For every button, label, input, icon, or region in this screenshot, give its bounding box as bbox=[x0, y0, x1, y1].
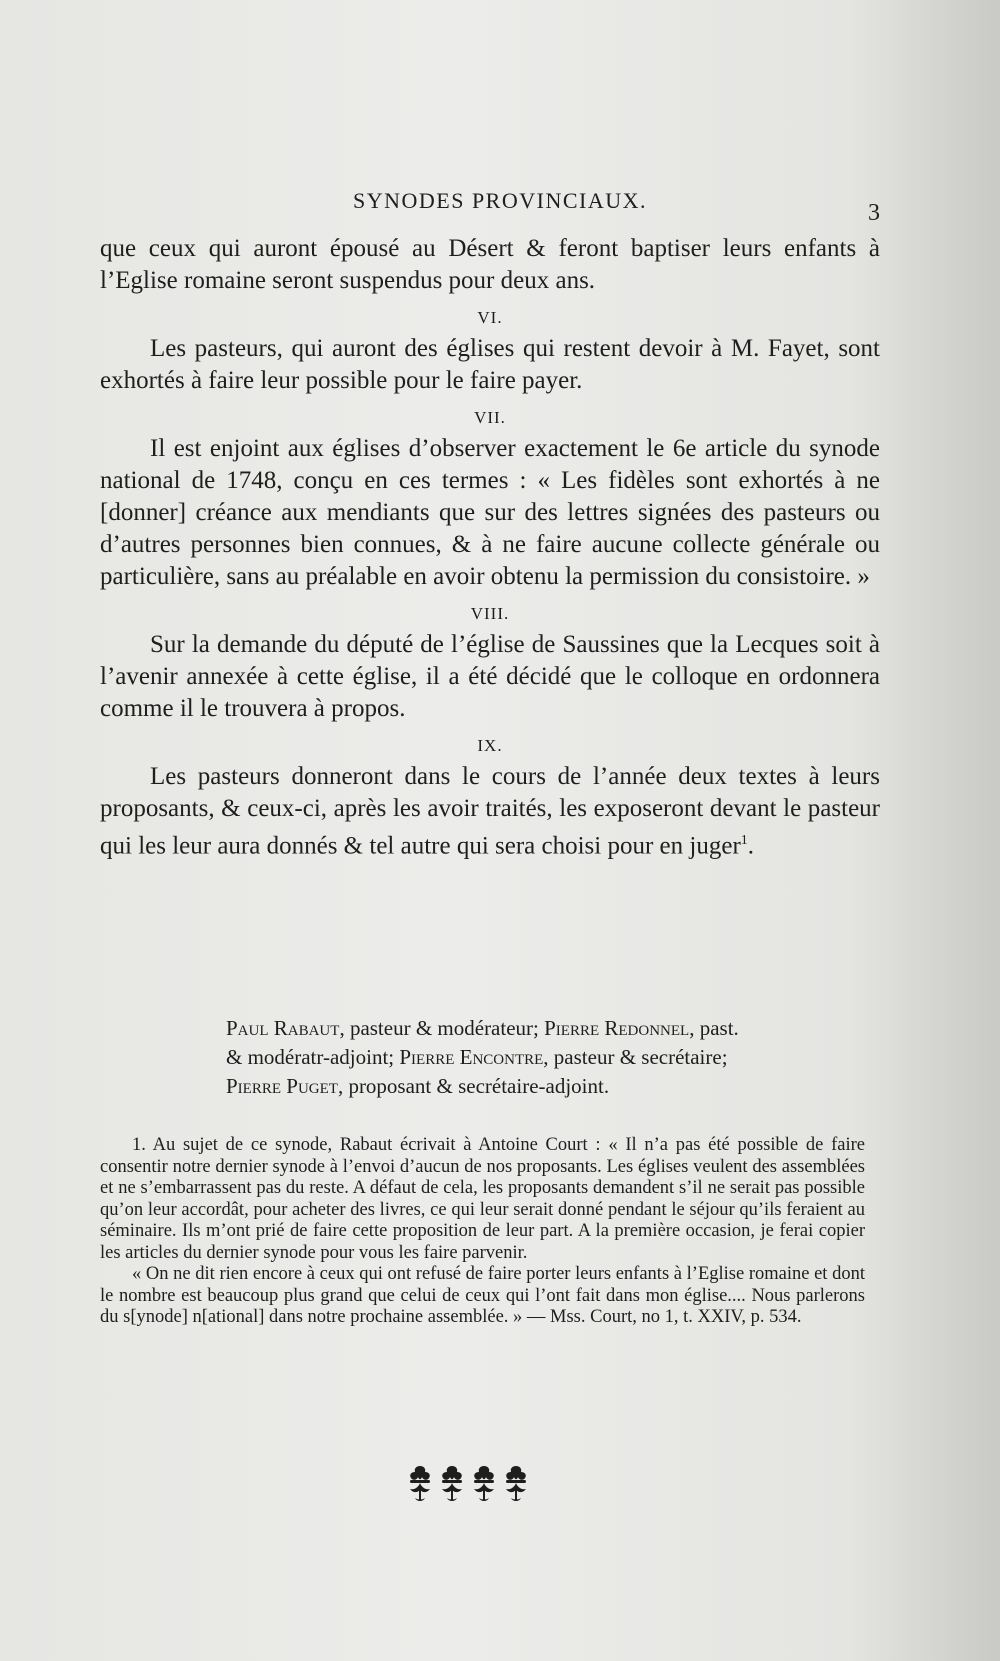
signature-line bbox=[226, 1072, 846, 1101]
signatory-role-prefix: & modératr-adjoint; bbox=[226, 1045, 400, 1069]
article-text-viii: Sur la demande du député de l’église de Saussines que la Lecques soit à l’avenir annexée à cette église, il a été décidé que le colloque en ordonnera comme il le trouvera à propos. bbox=[100, 631, 880, 722]
article-numeral-viii: VIII. bbox=[470, 604, 510, 623]
article-ix-end-punctuation: . bbox=[747, 832, 755, 860]
signatory-name: Pierre Puget bbox=[226, 1074, 338, 1098]
article-ix-paragraph bbox=[100, 761, 880, 862]
footnote-text: « On ne dit rien encore à ceux qui ont refusé de faire porter leurs enfants à l’Eglise romaine et dont le nombre est beaucoup plus grand que celui de ceux qui l’ont fait dans mon église.... Nous parlerons du s[ynode] n[ational] dans notre prochaine assemblée. » — Mss. Court, no 1, t. XXIV, p. 534. bbox=[100, 1264, 865, 1327]
footnote-text: Au sujet de ce synode, Rabaut écrivait à Antoine Court : « Il n’a pas été possible de faire consentir notre dernier synode à l’envoi d’aucun de nos proposants. Les églises veulent des assemblées et ne s’embarrassent pas du reste. A défaut de cela, les proposants demandent s’il ne serait pas possible qu’on leur accordât, pour acheter des livres, ce qui leur serait donné pendant le séjour qu’ils feraient au séminaire. Ils m’ont prié de faire cette proposition de leur part. A la première occasion, je ferai copier les articles du dernier synode pour vous les faire parvenir. bbox=[100, 1135, 865, 1263]
footnote-paragraph bbox=[100, 1264, 865, 1329]
fleuron-ornament-icon bbox=[405, 1462, 535, 1506]
page-number: 3 bbox=[868, 200, 880, 226]
signatory-role: , pasteur & modérateur; bbox=[339, 1016, 545, 1040]
signatory-role: , proposant & secrétaire-adjoint. bbox=[337, 1074, 610, 1098]
article-text-ix: Les pasteurs donneront dans le cours de l’année deux textes à leurs proposants, & ceux-ci, après les avoir traités, les exposeront devant le pasteur qui les leur aura donnés & tel autre qui sera choisi pour en juger bbox=[100, 763, 880, 860]
footnote-paragraph bbox=[100, 1135, 865, 1264]
signatory-name: Paul Rabaut bbox=[226, 1016, 340, 1040]
article-text-vi: Les pasteurs, qui auront des églises qui restent devoir à M. Fayet, sont exhortés à faire leur possible pour le faire payer. bbox=[100, 335, 880, 394]
signatory-name: Pierre Encontre bbox=[399, 1045, 544, 1069]
signature-line bbox=[226, 1043, 846, 1072]
footnote-marker: 1. bbox=[132, 1135, 146, 1155]
signature-line bbox=[226, 1014, 846, 1043]
signatory-role: , past. bbox=[689, 1016, 739, 1040]
footnotes bbox=[100, 1135, 865, 1329]
footnote-reference[interactable]: 1 bbox=[740, 833, 748, 848]
signatory-name: Pierre Redonnel bbox=[544, 1016, 690, 1040]
article-numeral-vii: VII. bbox=[474, 408, 506, 427]
signatory-role: , pasteur & secrétaire; bbox=[543, 1045, 728, 1069]
running-title: SYNODES PROVINCIAUX. bbox=[352, 188, 648, 213]
article-text-vii: Il est enjoint aux églises d’observer exactement le 6e article du synode national de 1748, conçu en ces termes : « Les fidèles sont exhortés à ne [donner] créance aux mendiants que sur des lettres signées des pasteurs ou d’autres personnes bien connues, & à ne faire aucune collecte générale ou particulière, sans au préalable en avoir obtenu la permission du consistoire. » bbox=[100, 435, 880, 590]
article-numeral-vi: VI. bbox=[477, 308, 503, 327]
article-numeral-ix: IX. bbox=[477, 736, 503, 755]
continuation-paragraph: que ceux qui auront épousé au Désert & feront baptiser leurs enfants à l’Eglise romaine seront suspendus pour deux ans. bbox=[100, 235, 880, 294]
signatures-block bbox=[226, 1014, 846, 1101]
main-text bbox=[100, 233, 880, 862]
